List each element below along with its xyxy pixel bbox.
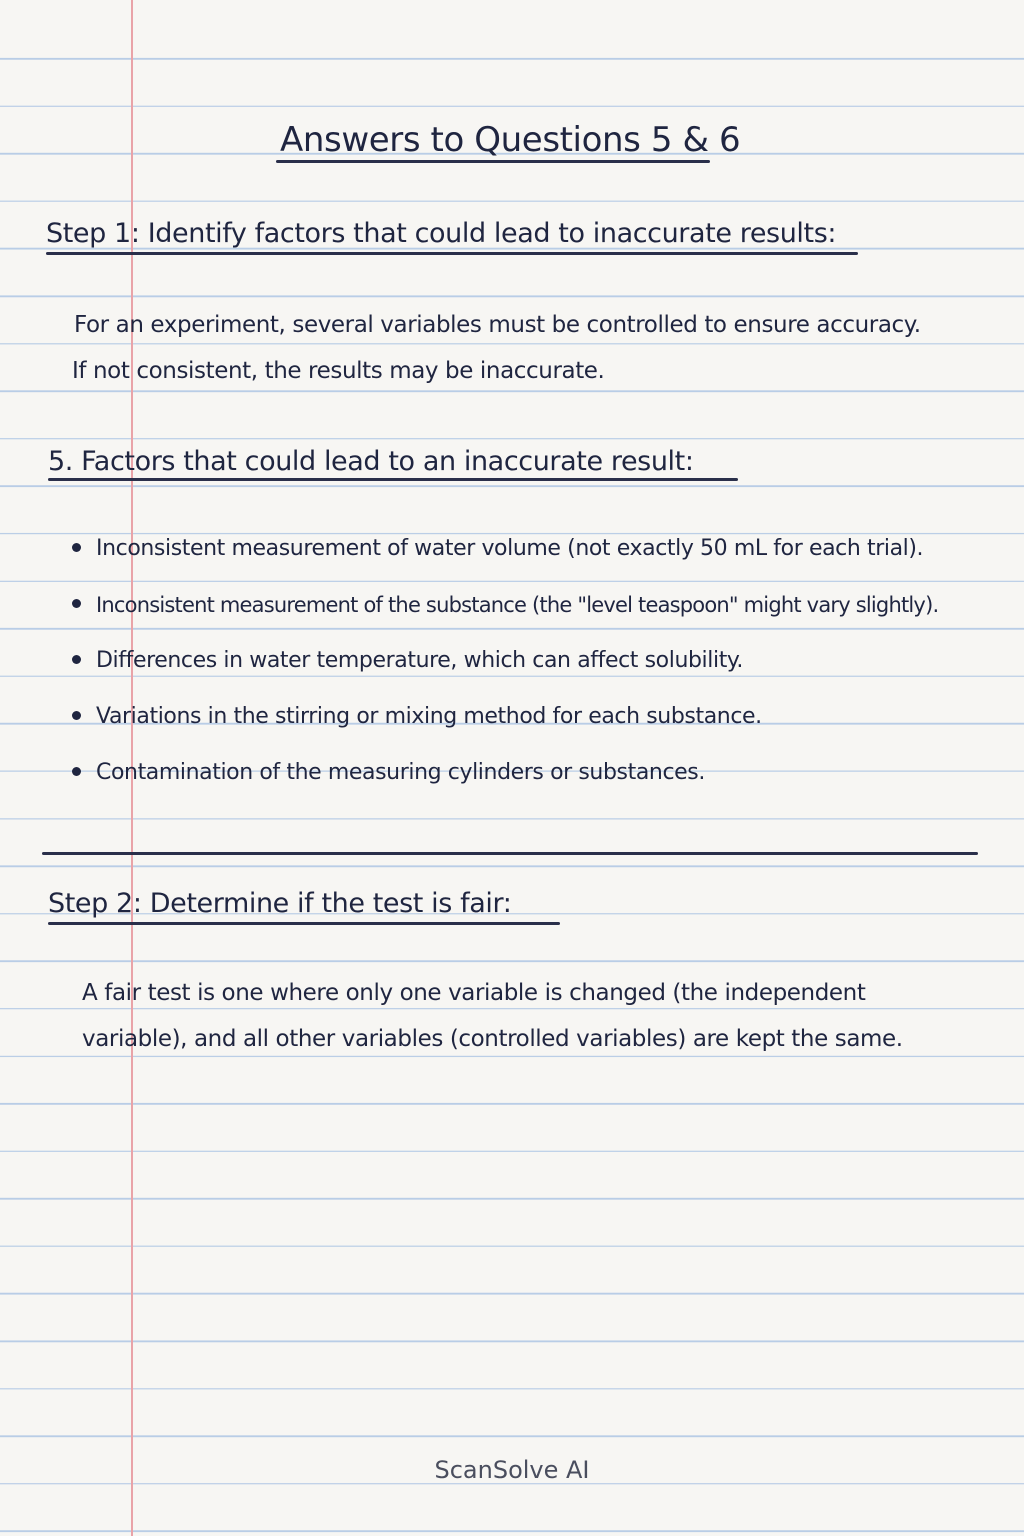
footer-brand: ScanSolve AI [434,1456,590,1484]
factor-bullet-list [70,528,1020,808]
question5-heading-underline [48,478,738,481]
bullet-dot-icon [72,599,81,608]
list-item [70,640,1020,696]
step2-paragraph-line-1: A fair test is one where only one variable is changed (the independent [82,980,866,1006]
step1-heading: Step 1: Identify factors that could lead to inaccurate results: [46,218,837,249]
bullet-dot-icon [72,543,81,552]
list-item-text: Contamination of the measuring cylinders or substances. [96,760,705,785]
bullet-dot-icon [72,655,81,664]
section-divider [42,852,978,855]
list-item [70,528,1020,584]
list-item-text: Inconsistent measurement of the substance (the "level teaspoon" might vary slightly). [96,593,939,617]
step2-heading: Step 2: Determine if the test is fair: [48,888,512,919]
step1-heading-underline [46,252,858,255]
step2-heading-underline [48,922,560,925]
list-item-text: Variations in the stirring or mixing method for each substance. [96,704,762,729]
step2-paragraph-line-2: variable), and all other variables (controlled variables) are kept the same. [82,1026,903,1052]
question5-heading: 5. Factors that could lead to an inaccurate result: [48,446,694,477]
list-item-text: Inconsistent measurement of water volume (not exactly 50 mL for each trial). [96,536,924,561]
bullet-dot-icon [72,767,81,776]
list-item [70,696,1020,752]
step1-paragraph-line-2: If not consistent, the results may be inaccurate. [72,358,605,384]
bullet-dot-icon [72,711,81,720]
list-item [70,752,1020,808]
page-title: Answers to Questions 5 & 6 [280,120,741,160]
step1-paragraph-line-1: For an experiment, several variables must be controlled to ensure accuracy. [74,312,921,338]
list-item [70,584,1020,640]
list-item-text: Differences in water temperature, which can affect solubility. [96,648,743,673]
title-underline [276,160,710,163]
